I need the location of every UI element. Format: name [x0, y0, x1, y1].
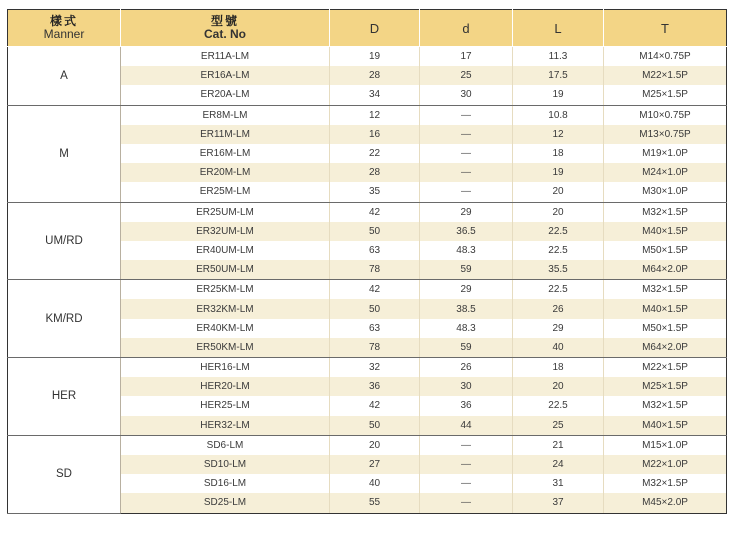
T-cell: M30×1.0P — [604, 182, 727, 202]
T-cell: M14×0.75P — [604, 47, 727, 67]
d-cell: 17 — [420, 47, 513, 67]
L-cell: 31 — [513, 474, 604, 493]
catno-cell: HER32-LM — [121, 416, 330, 436]
manner-cell: M — [8, 105, 121, 202]
table-row — [8, 280, 727, 300]
catno-cell: ER40KM-LM — [121, 319, 330, 338]
table-row — [8, 435, 727, 455]
L-cell: 21 — [513, 435, 604, 455]
header-manner-en: Manner — [43, 27, 85, 41]
D-cell: 35 — [330, 182, 420, 202]
d-cell: 26 — [420, 358, 513, 378]
catno-cell: SD6-LM — [121, 435, 330, 455]
manner-cell: SD — [8, 435, 121, 513]
L-cell: 20 — [513, 377, 604, 396]
d-cell: — — [420, 455, 513, 474]
L-cell: 37 — [513, 493, 604, 513]
L-cell: 17.5 — [513, 66, 604, 85]
D-cell: 16 — [330, 125, 420, 144]
catno-cell: ER16A-LM — [121, 66, 330, 85]
T-cell: M25×1.5P — [604, 85, 727, 105]
table-body — [8, 47, 727, 514]
spec-table-container — [7, 9, 726, 514]
catno-cell: SD10-LM — [121, 455, 330, 474]
L-cell: 22.5 — [513, 222, 604, 241]
L-cell: 35.5 — [513, 260, 604, 280]
d-cell: — — [420, 105, 513, 125]
table-row — [8, 358, 727, 378]
d-cell: — — [420, 182, 513, 202]
T-cell: M40×1.5P — [604, 299, 727, 318]
header-col-T: T — [604, 10, 727, 47]
D-cell: 50 — [330, 416, 420, 436]
T-cell: M50×1.5P — [604, 319, 727, 338]
L-cell: 22.5 — [513, 241, 604, 260]
catno-cell: ER20M-LM — [121, 163, 330, 182]
D-cell: 40 — [330, 474, 420, 493]
catno-cell: ER11A-LM — [121, 47, 330, 67]
D-cell: 42 — [330, 280, 420, 300]
D-cell: 50 — [330, 299, 420, 318]
T-cell: M32×1.5P — [604, 396, 727, 415]
D-cell: 20 — [330, 435, 420, 455]
d-cell: — — [420, 125, 513, 144]
d-cell: 29 — [420, 202, 513, 222]
L-cell: 29 — [513, 319, 604, 338]
L-cell: 19 — [513, 85, 604, 105]
catno-cell: ER25UM-LM — [121, 202, 330, 222]
T-cell: M22×1.0P — [604, 455, 727, 474]
header-col-D: D — [330, 10, 420, 47]
catno-cell: ER20A-LM — [121, 85, 330, 105]
L-cell: 10.8 — [513, 105, 604, 125]
T-cell: M10×0.75P — [604, 105, 727, 125]
L-cell: 12 — [513, 125, 604, 144]
manner-cell: UM/RD — [8, 202, 121, 280]
table-row — [8, 105, 727, 125]
D-cell: 42 — [330, 396, 420, 415]
table-row — [8, 47, 727, 67]
T-cell: M32×1.5P — [604, 202, 727, 222]
catno-cell: ER25KM-LM — [121, 280, 330, 300]
catno-cell: ER25M-LM — [121, 182, 330, 202]
L-cell: 22.5 — [513, 280, 604, 300]
d-cell: 30 — [420, 85, 513, 105]
T-cell: M32×1.5P — [604, 280, 727, 300]
D-cell: 55 — [330, 493, 420, 513]
D-cell: 42 — [330, 202, 420, 222]
catno-cell: ER8M-LM — [121, 105, 330, 125]
L-cell: 11.3 — [513, 47, 604, 67]
L-cell: 20 — [513, 202, 604, 222]
D-cell: 19 — [330, 47, 420, 67]
catno-cell: SD16-LM — [121, 474, 330, 493]
T-cell: M50×1.5P — [604, 241, 727, 260]
d-cell: 36.5 — [420, 222, 513, 241]
table-header — [8, 10, 727, 47]
d-cell: 44 — [420, 416, 513, 436]
D-cell: 63 — [330, 241, 420, 260]
D-cell: 63 — [330, 319, 420, 338]
d-cell: 29 — [420, 280, 513, 300]
d-cell: 59 — [420, 260, 513, 280]
catno-cell: HER20-LM — [121, 377, 330, 396]
L-cell: 25 — [513, 416, 604, 436]
T-cell: M19×1.0P — [604, 144, 727, 163]
L-cell: 40 — [513, 338, 604, 358]
catno-cell: ER16M-LM — [121, 144, 330, 163]
T-cell: M45×2.0P — [604, 493, 727, 513]
D-cell: 28 — [330, 163, 420, 182]
T-cell: M40×1.5P — [604, 222, 727, 241]
T-cell: M22×1.5P — [604, 358, 727, 378]
d-cell: 25 — [420, 66, 513, 85]
L-cell: 22.5 — [513, 396, 604, 415]
D-cell: 78 — [330, 260, 420, 280]
T-cell: M32×1.5P — [604, 474, 727, 493]
L-cell: 20 — [513, 182, 604, 202]
d-cell: 48.3 — [420, 319, 513, 338]
catno-cell: HER25-LM — [121, 396, 330, 415]
catno-cell: ER11M-LM — [121, 125, 330, 144]
T-cell: M13×0.75P — [604, 125, 727, 144]
catno-cell: ER50UM-LM — [121, 260, 330, 280]
header-col-L: L — [513, 10, 604, 47]
d-cell: 36 — [420, 396, 513, 415]
L-cell: 24 — [513, 455, 604, 474]
header-col-d: d — [420, 10, 513, 47]
d-cell: — — [420, 474, 513, 493]
L-cell: 19 — [513, 163, 604, 182]
spec-table — [7, 9, 727, 514]
header-manner-zh: 樣式 — [49, 14, 78, 28]
d-cell: — — [420, 435, 513, 455]
D-cell: 27 — [330, 455, 420, 474]
T-cell: M64×2.0P — [604, 338, 727, 358]
D-cell: 32 — [330, 358, 420, 378]
D-cell: 12 — [330, 105, 420, 125]
d-cell: 59 — [420, 338, 513, 358]
header-manner — [8, 10, 121, 47]
D-cell: 34 — [330, 85, 420, 105]
manner-cell: A — [8, 47, 121, 106]
catno-cell: SD25-LM — [121, 493, 330, 513]
table-row — [8, 202, 727, 222]
L-cell: 18 — [513, 358, 604, 378]
L-cell: 18 — [513, 144, 604, 163]
L-cell: 26 — [513, 299, 604, 318]
D-cell: 36 — [330, 377, 420, 396]
catno-cell: ER40UM-LM — [121, 241, 330, 260]
d-cell: — — [420, 144, 513, 163]
T-cell: M22×1.5P — [604, 66, 727, 85]
d-cell: 38.5 — [420, 299, 513, 318]
d-cell: 48.3 — [420, 241, 513, 260]
d-cell: — — [420, 493, 513, 513]
catno-cell: HER16-LM — [121, 358, 330, 378]
T-cell: M40×1.5P — [604, 416, 727, 436]
d-cell: 30 — [420, 377, 513, 396]
D-cell: 78 — [330, 338, 420, 358]
D-cell: 22 — [330, 144, 420, 163]
D-cell: 28 — [330, 66, 420, 85]
header-catno-en: Cat. No — [204, 27, 246, 41]
catno-cell: ER32UM-LM — [121, 222, 330, 241]
D-cell: 50 — [330, 222, 420, 241]
T-cell: M15×1.0P — [604, 435, 727, 455]
catno-cell: ER50KM-LM — [121, 338, 330, 358]
T-cell: M24×1.0P — [604, 163, 727, 182]
T-cell: M64×2.0P — [604, 260, 727, 280]
header-catno — [121, 10, 330, 47]
manner-cell: HER — [8, 358, 121, 436]
d-cell: — — [420, 163, 513, 182]
catno-cell: ER32KM-LM — [121, 299, 330, 318]
manner-cell: KM/RD — [8, 280, 121, 358]
T-cell: M25×1.5P — [604, 377, 727, 396]
header-catno-zh: 型號 — [210, 14, 239, 28]
